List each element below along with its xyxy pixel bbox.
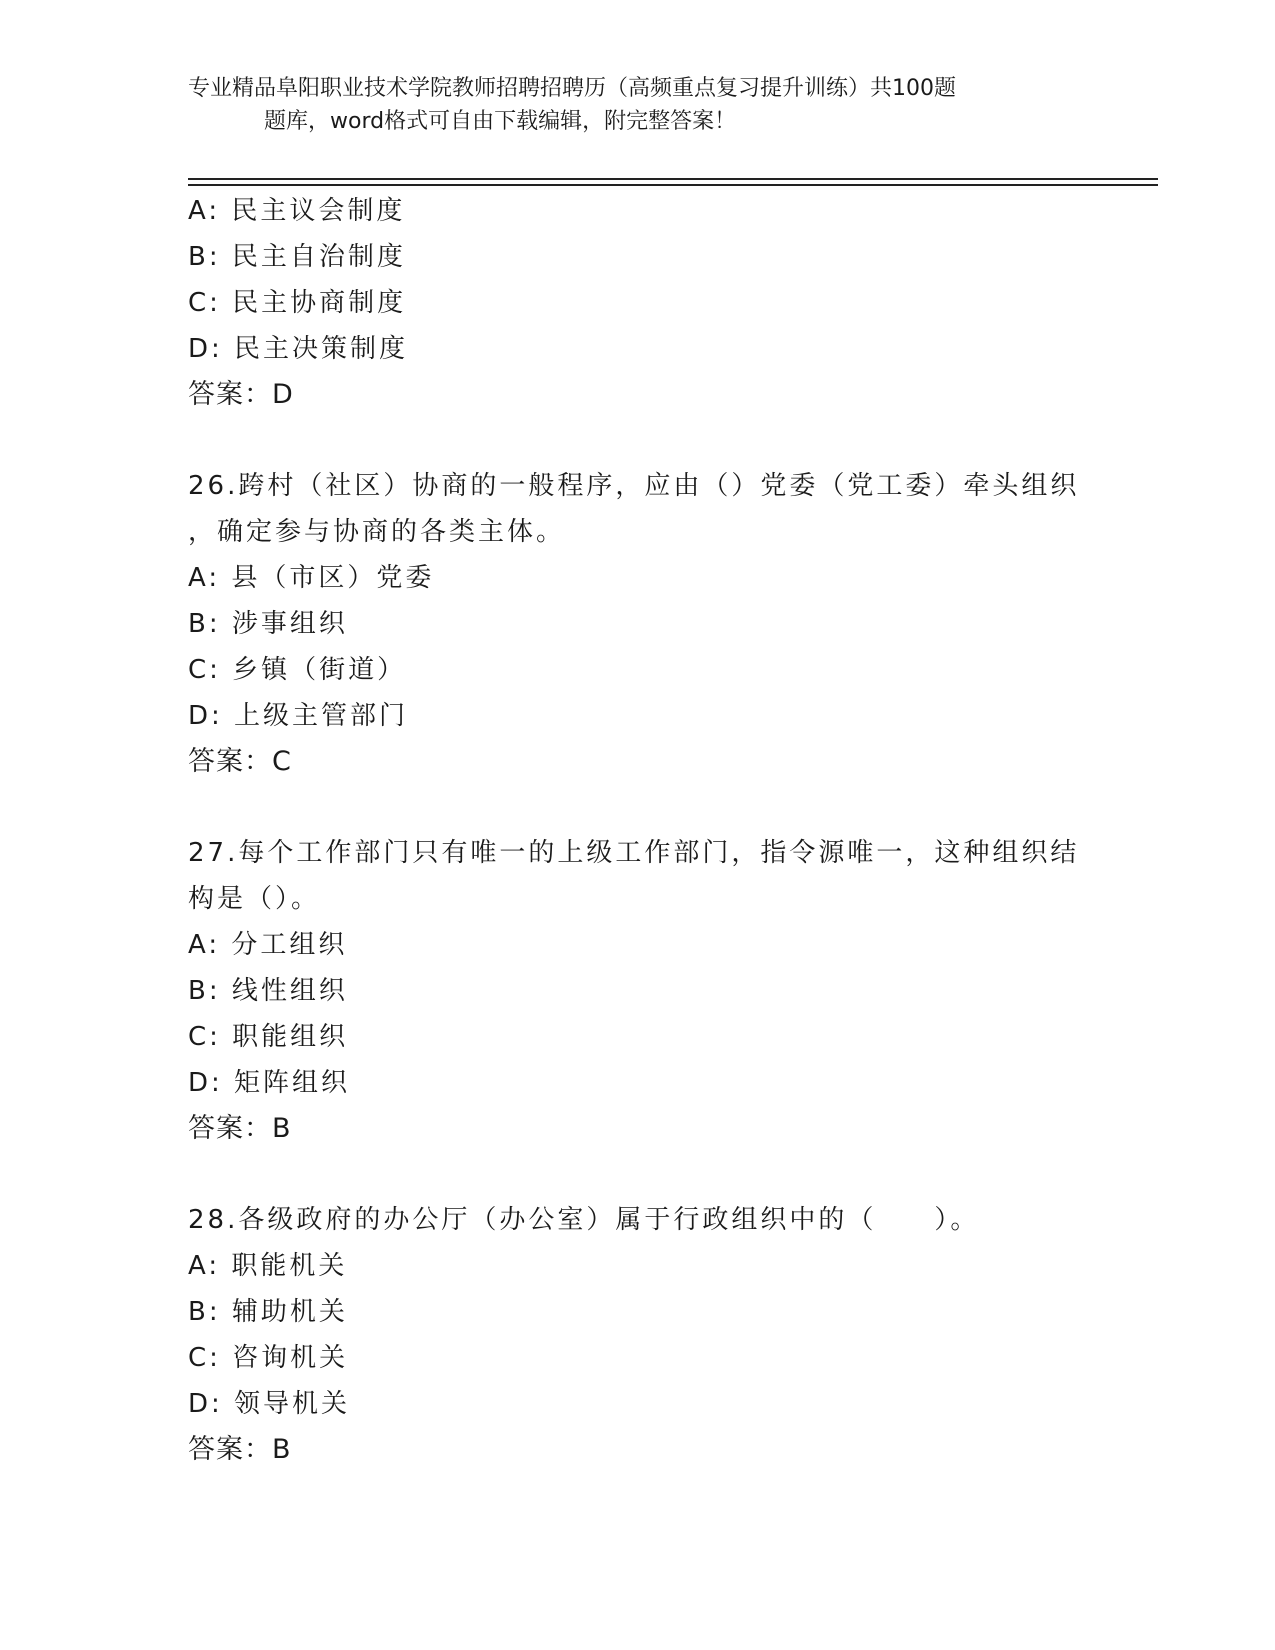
answer: 答案：B [188, 1434, 292, 1465]
option-a: A: 分工组织 [188, 930, 348, 960]
option-b: B: 涉事组织 [188, 609, 348, 639]
option-b: B: 民主自治制度 [188, 242, 406, 272]
option-d: D: 领导机关 [188, 1389, 351, 1419]
option-a: A: 县（市区）党委 [188, 563, 435, 593]
header-title-line1: 专业精品阜阳职业技术学院教师招聘招聘历（高频重点复习提升训练）共100题 [188, 76, 956, 101]
option-d: D: 矩阵组织 [188, 1068, 351, 1098]
question-stem-line1: 26.跨村（社区）协商的一般程序，应由（）党委（党工委）牵头组织 [188, 471, 1080, 501]
option-d: D: 民主决策制度 [188, 334, 409, 364]
question-28 [188, 1197, 1088, 1473]
question-stem-line1: 28.各级政府的办公厅（办公室）属于行政组织中的（ ）。 [188, 1205, 980, 1235]
header-divider-top [188, 178, 1158, 180]
question-27 [188, 830, 1088, 1152]
option-b: B: 辅助机关 [188, 1297, 348, 1327]
answer: 答案：B [188, 1113, 292, 1144]
header-title-line2: 题库，word格式可自由下载编辑，附完整答案！ [264, 109, 737, 134]
document-header [188, 72, 1088, 138]
question-stem [188, 830, 1088, 922]
option-c: C: 民主协商制度 [188, 288, 407, 318]
option-b: B: 线性组织 [188, 976, 348, 1006]
option-d: D: 上级主管部门 [188, 701, 409, 731]
option-c: C: 乡镇（街道） [188, 655, 407, 685]
option-c: C: 咨询机关 [188, 1343, 349, 1373]
option-a: A: 民主议会制度 [188, 196, 406, 226]
option-c: C: 职能组织 [188, 1022, 349, 1052]
question-stem [188, 463, 1088, 555]
question-stem-line2: 构是（）。 [188, 884, 321, 914]
option-a: A: 职能机关 [188, 1251, 348, 1281]
question-25 [188, 188, 1088, 418]
question-26 [188, 463, 1088, 785]
question-stem-line1: 27.每个工作部门只有唯一的上级工作部门，指令源唯一，这种组织结 [188, 838, 1080, 868]
header-divider-bottom [188, 184, 1158, 186]
answer: 答案：D [188, 379, 294, 410]
question-stem [188, 1197, 1088, 1243]
question-stem-line2: ，确定参与协商的各类主体。 [188, 517, 566, 547]
question-list [188, 188, 1088, 1473]
answer: 答案：C [188, 746, 292, 777]
